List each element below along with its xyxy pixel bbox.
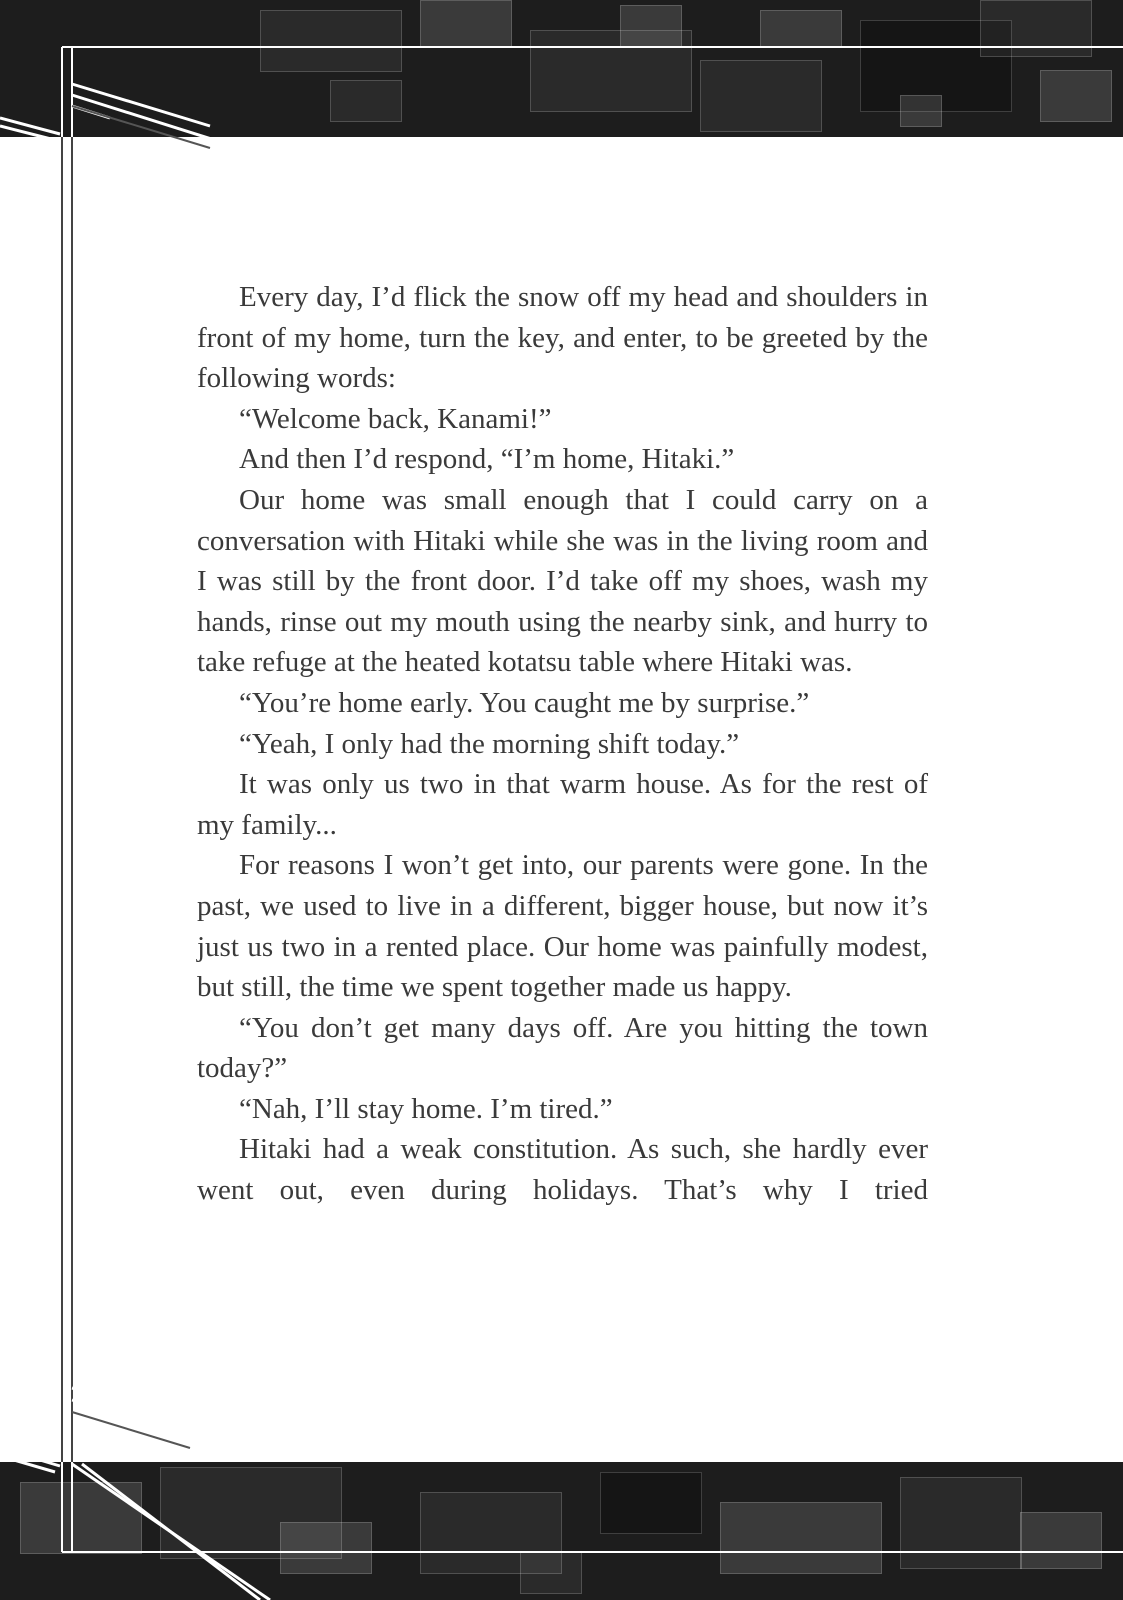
paragraph-2: “Welcome back, Kanami!”	[239, 402, 552, 435]
paragraph-10: “Nah, I’ll stay home. I’m tired.”	[239, 1092, 613, 1125]
paragraph-6: “Yeah, I only had the morning shift today.”	[239, 727, 740, 760]
paragraph-9: “You don’t get many days off. Are you hitting the town today?”	[197, 1011, 928, 1085]
paragraph-3: And then I’d respond, “I’m home, Hitaki.”	[239, 443, 735, 476]
novel-text-block	[197, 277, 928, 1211]
paragraph-1: Every day, I’d flick the snow off my head and shoulders in front of my home, turn the key, and enter, to be greeted by the following words:	[197, 281, 928, 395]
paragraph-5: “You’re home early. You caught me by surprise.”	[239, 686, 810, 719]
paragraph-7: It was only us two in that warm house. As for the rest of my family...	[197, 768, 928, 841]
paragraph-8: For reasons I won’t get into, our parents were gone. In the past, we used to live in a different, bigger house, but now it’s just us two in a rented place. Our home was painfully modest, but still, the time we spent together made us happy.	[197, 849, 928, 1004]
paragraph-4: Our home was small enough that I could carry on a conversation with Hitaki while she was in the living room and I was still by the front door. I’d take off my shoes, wash my hands, rinse out my mouth using the nearby sink, and hurry to take refuge at the heated kotatsu table where Hitaki was.	[197, 483, 928, 679]
paragraph-11: Hitaki had a weak constitution. As such, she hardly ever went out, even during holidays. That’s why I tried	[197, 1133, 928, 1207]
